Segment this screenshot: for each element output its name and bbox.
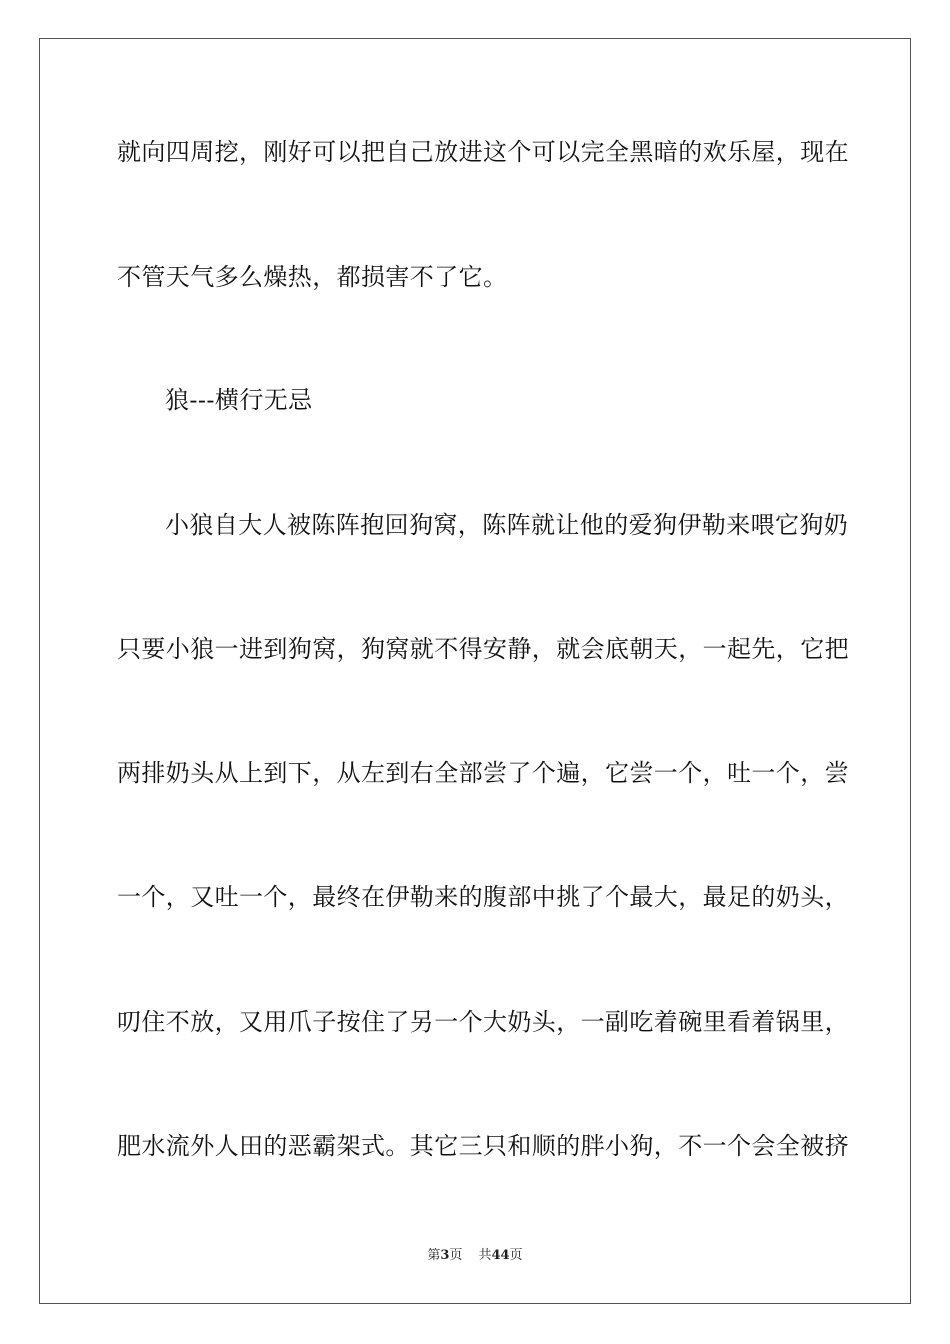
text-line-8: 叨住不放，又用爪子按住了另一个大奶头，一副吃着碗里看着锅里， bbox=[117, 1008, 849, 1036]
text-line-5: 只要小狼一进到狗窝，狗窝就不得安静，就会底朝天，一起先，它把 bbox=[117, 635, 849, 663]
paragraph-first-line: 小狼自大人被陈阵抱回狗窝，陈阵就让他的爱狗伊勒来喂它狗奶 bbox=[165, 511, 849, 539]
page-prefix: 第 bbox=[427, 1248, 441, 1263]
text-line-7: 一个，又吐一个，最终在伊勒来的腹部中挑了个最大，最足的奶头， bbox=[117, 883, 849, 911]
section-heading: 狼---横行无忌 bbox=[165, 386, 313, 414]
total-prefix: 共 bbox=[478, 1248, 492, 1263]
page-number: 3 bbox=[440, 1248, 450, 1263]
page-suffix: 页 bbox=[449, 1248, 463, 1263]
total-suffix: 页 bbox=[509, 1248, 523, 1263]
total-pages: 44 bbox=[491, 1248, 510, 1263]
text-line-2: 不管天气多么燥热，都损害不了它。 bbox=[117, 263, 508, 291]
text-line-6: 两排奶头从上到下，从左到右全部尝了个遍，它尝一个，吐一个，尝 bbox=[117, 759, 849, 787]
text-line-1: 就向四周挖，刚好可以把自己放进这个可以完全黑暗的欢乐屋，现在 bbox=[117, 138, 849, 166]
page-footer bbox=[0, 1248, 950, 1264]
text-line-9: 肥水流外人田的恶霸架式。其它三只和顺的胖小狗，不一个会全被挤 bbox=[117, 1132, 849, 1160]
page-border bbox=[39, 38, 911, 1304]
